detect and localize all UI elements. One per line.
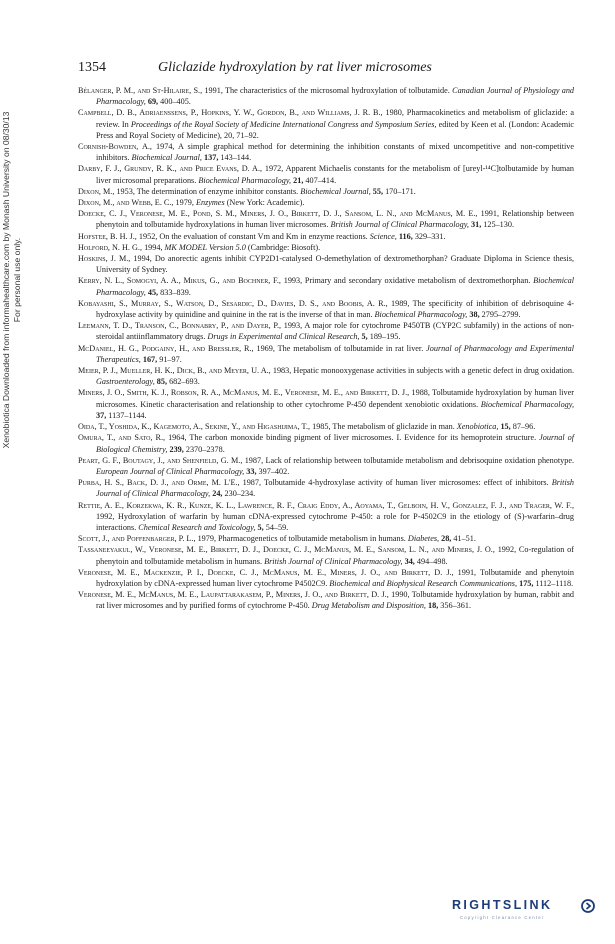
reference-item: [78, 343, 574, 365]
reference-text: 1979, Pharmacogenetics of tolbutamide metabolism in humans.: [197, 534, 406, 544]
rightslink-tagline: Copyright Clearance Center: [460, 915, 545, 920]
reference-volume: 167,: [142, 354, 158, 364]
reference-volume: 85,: [156, 377, 168, 387]
reference-text: 1972, Apparent Michaelis constants for the metabolism of [ureyl-¹⁴C]tolbutamide by human liver microsomal preparations.: [96, 164, 575, 185]
reference-text: 1993, A major role for cytochrome P450TB (CYP2C subfamily) in the actions of non-steroidal antiinflammatory drugs.: [96, 321, 574, 342]
reference-publication: European Journal of Clinical Pharmacology,: [96, 466, 245, 476]
watermark-line-usage: For personal use only.: [12, 237, 22, 323]
reference-text: 1980, Pharmacokinetics and metabolism of gliclazide: a review. In: [96, 108, 574, 129]
reference-pages: 230–234.: [224, 489, 256, 499]
reference-pages: (New York: Academic).: [226, 198, 305, 208]
reference-pages: 1137–1144.: [108, 410, 147, 420]
reference-text: 1991, The characteristics of the microsomal hydroxylation of tolbutamide.: [204, 86, 450, 95]
reference-authors: Dixon, M., and Webb, E. C.,: [78, 198, 174, 208]
reference-authors: Cornish-Bowden, A.,: [78, 142, 152, 152]
reference-authors: Doecke, C. J., Veronese, M. E., Pond, S. M., Miners, J. O., Birkett, D. J., Sansom, L. N., and McManus, M. E.,: [78, 209, 478, 219]
reference-volume: 175,: [519, 578, 534, 588]
reference-pages: 682–693.: [169, 377, 200, 387]
reference-publication: Proceedings of the Royal Society of Medicine International Congress and Symposium Series,: [130, 119, 437, 129]
reference-pages: 2370–2378.: [185, 444, 225, 454]
reference-authors: Bélanger, P. M., and St-Hilaire, S.,: [78, 86, 203, 95]
reference-authors: Omura, T., and Sato, R.,: [78, 433, 166, 443]
reference-text: 1990, Tolbutamide hydroxylation by human, rabbit and rat liver microsomes and by purified forms of cytochrome P-450.: [96, 590, 575, 611]
reference-text: 1992, Hydroxylation of warfarin by human cDNA-expressed cytochrome P-450: a role for P-4502C9 in the etiology of (S)-warfarin–drug interactions.: [96, 511, 574, 532]
running-title: Gliclazide hydroxylation by rat liver microsomes: [158, 60, 432, 75]
reference-authors: Holford, N. H. G.,: [78, 242, 143, 252]
reference-volume: 21,: [293, 175, 304, 185]
reference-pages: 87–96.: [512, 422, 536, 432]
reference-authors: Oida, T., Yoshida, K., Kagemoto, A., Sekine, Y., and Higashijima, T.,: [78, 422, 311, 432]
reference-publication: Gastroenterology,: [96, 377, 155, 387]
reference-text: 1969, The metabolism of tolbutamide in rat liver.: [256, 343, 424, 353]
reference-item: [78, 208, 574, 230]
reference-volume: 33,: [246, 466, 257, 476]
reference-authors: Scott, J., and Poffenbarger, P. L.,: [78, 534, 196, 544]
reference-volume: 18,: [428, 601, 439, 611]
reference-text: 1992, Co-regulation of phenytoin and tolbutamide metabolism in humans.: [96, 545, 574, 566]
reference-item: [78, 186, 574, 197]
reference-list: [78, 85, 574, 612]
reference-publication: MK MODEL Version 5.0: [164, 242, 246, 252]
reference-pages: 397–402.: [258, 466, 290, 476]
rightslink-arrow-icon: [581, 899, 595, 913]
reference-text: 1988, Tolbutamide hydroxylation by human liver microsomes. Kinetic characterisation and relationship to other cytochrome P-450 dependent xenobiotic oxidations.: [96, 388, 575, 409]
reference-publication: Biochemical and Biophysical Research Communications,: [329, 578, 518, 588]
reference-item: [78, 253, 574, 275]
reference-publication: Diabetes,: [407, 534, 440, 544]
reference-authors: McDaniel, H. G., Podgainy, H., and Bressler, R.,: [78, 343, 254, 353]
reference-pages: 91–97.: [159, 354, 182, 364]
reference-authors: Darby, F. J., Grundy, R. K., and Price Evans, D. A.,: [78, 164, 263, 174]
reference-authors: Hoskins, J. M.,: [78, 254, 131, 264]
reference-publication: Xenobiotica,: [456, 422, 499, 432]
reference-publication: Biochemical Pharmacology,: [96, 276, 575, 297]
reference-publication: Journal of Pharmacology and Experimental Therapeutics,: [96, 343, 575, 364]
reference-volume: 34,: [404, 556, 415, 566]
reference-volume: 31,: [471, 220, 482, 230]
reference-authors: Kerry, N. L., Somogyi, A. A., Mikus, G., and Bochner, F.,: [78, 276, 281, 286]
reference-publication: Biochemical Pharmacology,: [480, 399, 575, 409]
reference-authors: Veronese, M. E., Mackenzie, P. I., Doecke, C. J., McManus, M. E., Miners, J. O., and Birkett, D. J.,: [78, 567, 454, 577]
reference-pages: 143–144.: [220, 153, 252, 163]
reference-publication: Biochemical Journal,: [300, 186, 371, 196]
reference-publication: Drug Metabolism and Disposition,: [311, 601, 426, 611]
reference-item: [78, 141, 574, 163]
watermark-line-source: Xenobiotica Downloaded from informahealthcare.com by Monash University on 08/30/13: [1, 111, 11, 449]
reference-authors: Rettie, A. E., Korzekwa, K. R., Kunze, K. L., Lawrence, R. F., Craig Eddy, A., Aoyama, T., Gelboin, H. V., Gonzalez, F. J., and Trager, W. F.,: [78, 500, 574, 510]
reference-text: 1994,: [144, 242, 163, 252]
reference-item: [78, 275, 574, 297]
reference-authors: Hofstee, B. H. J.,: [78, 231, 137, 241]
reference-text: 1991, Relationship between phenytoin and tolbutamide hydroxylations in human liver microsomes.: [96, 209, 574, 230]
reference-authors: Peart, G. F., Boutagy, J., and Shenfield, G. M.,: [78, 455, 243, 465]
reference-pages: 125–130.: [483, 220, 514, 230]
reference-publication: Biochemical Pharmacology,: [198, 175, 292, 185]
page-header: [78, 60, 568, 80]
reference-publication: Biochemical Pharmacology,: [374, 310, 468, 320]
reference-item: [78, 107, 574, 141]
reference-item: [78, 589, 574, 611]
reference-item: [78, 365, 574, 387]
reference-publication: Journal of Biological Chemistry,: [96, 433, 575, 454]
reference-text: 1983, Hepatic monooxygenase activities in subjects with a genetic defect in drug oxidation.: [272, 366, 574, 376]
reference-pages: 329–331.: [414, 231, 446, 241]
reference-item: [78, 242, 574, 253]
reference-volume: 55,: [372, 186, 384, 196]
rightslink-wordmark: RIGHTSLINK: [452, 898, 553, 912]
reference-authors: Purba, H. S., Back, D. J., and Orme, M. L'E.,: [78, 478, 240, 488]
reference-volume: 38,: [469, 310, 480, 320]
reference-item: [78, 477, 574, 499]
reference-volume: 5,: [257, 522, 264, 532]
reference-text: 1993, Primary and secondary oxidative metabolism of dextromethorphan.: [283, 276, 531, 286]
reference-pages: edited by Keen et al. (London: Academic Press and Royal Society of Medicine), 20, 71–92.: [96, 119, 575, 140]
reference-item: [78, 533, 574, 544]
reference-volume: 24,: [212, 489, 223, 499]
reference-publication: Chemical Research and Toxicology,: [138, 522, 256, 532]
reference-authors: Dixon, M.,: [78, 186, 115, 196]
reference-pages: 189–195.: [369, 332, 401, 342]
reference-publication: British Journal of Clinical Pharmacology,: [264, 556, 403, 566]
reference-item: [78, 432, 574, 454]
reference-item: [78, 320, 574, 342]
reference-volume: 5,: [361, 332, 368, 342]
reference-text: 1987, Tolbutamide 4-hydroxylase activity of human liver microsomes: effect of inhibitors.: [242, 478, 549, 488]
reference-authors: Kobayashi, S., Murray, S., Watson, D., Sesardic, D., Davies, D. S., and Boobis, A. R.,: [78, 298, 388, 308]
reference-text: 1964, The carbon monoxide binding pigment of liver microsomes. I. Evidence for its hemoprotein structure.: [168, 433, 537, 443]
reference-text: 1985, The metabolism of gliclazide in man.: [312, 422, 455, 432]
download-watermark: [1, 0, 23, 560]
reference-text: 1974, A simple graphical method for determining the inhibition constants of mixed uncompetitive and non-competitive inhibitors.: [96, 142, 575, 163]
page-number: 1354: [78, 60, 106, 75]
reference-text: 1979,: [175, 198, 194, 208]
reference-publication: Canadian Journal of Physiology and Pharmacology,: [96, 86, 575, 107]
reference-item: [78, 387, 574, 421]
reference-authors: Miners, J. O., Smith, K. J., Robson, R. A., McManus, M. E., Veronese, M. E., and Birkett, D. J.,: [78, 388, 410, 398]
rightslink-logo[interactable]: [452, 898, 602, 928]
reference-authors: Leemann, T. D., Transon, C., Bonnabry, P., and Dayer, P.,: [78, 321, 282, 331]
reference-pages: 170–171.: [385, 186, 416, 196]
reference-volume: 37,: [96, 410, 107, 420]
reference-publication: Enzymes: [195, 198, 225, 208]
reference-publication: Science,: [369, 231, 397, 241]
reference-item: [78, 231, 574, 242]
reference-pages: 41–51.: [453, 534, 476, 544]
reference-text: 1952, On the evaluation of constant Vm and Km in enzyme reactions.: [138, 231, 368, 241]
reference-pages: (Cambridge: Biosoft).: [247, 242, 321, 252]
reference-text: 1987, Lack of relationship between tolbutamide metabolism and debrisoquine oxidation phenotype.: [244, 455, 575, 465]
reference-item: [78, 544, 574, 566]
reference-pages: 494–498.: [416, 556, 448, 566]
reference-authors: Tassaneeyakul, W., Veronese, M. E., Birkett, D. J., Doecke, C. J., McManus, M. E., Sansom, L. N., and Miners, J. O.,: [78, 545, 495, 555]
reference-publication: Biochemical Journal,: [131, 153, 202, 163]
reference-pages: 833–839.: [160, 287, 191, 297]
reference-pages: 54–59.: [265, 522, 289, 532]
reference-pages: 356–361.: [440, 601, 471, 611]
reference-publication: Drugs in Experimental and Clinical Research,: [207, 332, 360, 342]
reference-volume: 28,: [441, 534, 452, 544]
reference-pages: 407–414.: [305, 175, 337, 185]
reference-volume: 69,: [147, 97, 159, 107]
reference-pages: 2795–2799.: [481, 310, 521, 320]
reference-item: [78, 298, 574, 320]
reference-authors: Veronese, M. E., McManus, M. E., Laupattarakasem, P., Miners, J. O., and Birkett, D. J.,: [78, 590, 389, 600]
reference-text: 1991, Tolbutamide and phenytoin hydroxylation by cDNA-expressed human liver cytochrome P4502C9.: [96, 567, 574, 588]
reference-volume: 45,: [147, 287, 159, 297]
reference-authors: Campbell, D. B., Adriaenssens, P., Hopkins, Y. W., Gordon, B., and Williams, J. R. B.,: [78, 108, 383, 118]
reference-volume: 239,: [169, 444, 184, 454]
reference-text: 1989, The specificity of inhibition of debrisoquine 4-hydroxylase activity by quinidine and quinine in the rat is the inverse of that in man.: [96, 298, 574, 320]
reference-item: [78, 197, 574, 208]
reference-item: [78, 455, 574, 477]
reference-item: [78, 163, 574, 185]
reference-pages: 400–405.: [160, 97, 191, 107]
reference-text: 1994, Do anorectic agents inhibit CYP2D1-catalysed O-demethylation of dextromethorphan? Graduate Diploma in Science thesis, University of Sydney.: [96, 254, 574, 275]
reference-volume: 15,: [500, 422, 511, 432]
reference-item: [78, 567, 574, 589]
reference-item: [78, 500, 574, 534]
reference-volume: 137,: [204, 153, 219, 163]
reference-volume: 116,: [398, 231, 413, 241]
reference-publication: British Journal of Clinical Pharmacology,: [96, 478, 574, 499]
reference-publication: British Journal of Clinical Pharmacology,: [330, 220, 469, 230]
reference-pages: 1112–1118.: [535, 578, 574, 588]
reference-item: [78, 421, 574, 432]
reference-item: [78, 85, 574, 107]
reference-text: 1953, The determination of enzyme inhibitor constants.: [116, 186, 299, 196]
reference-authors: Meier, P. J., Mueller, H. K., Dick, B., and Meyer, U. A.,: [78, 366, 271, 376]
